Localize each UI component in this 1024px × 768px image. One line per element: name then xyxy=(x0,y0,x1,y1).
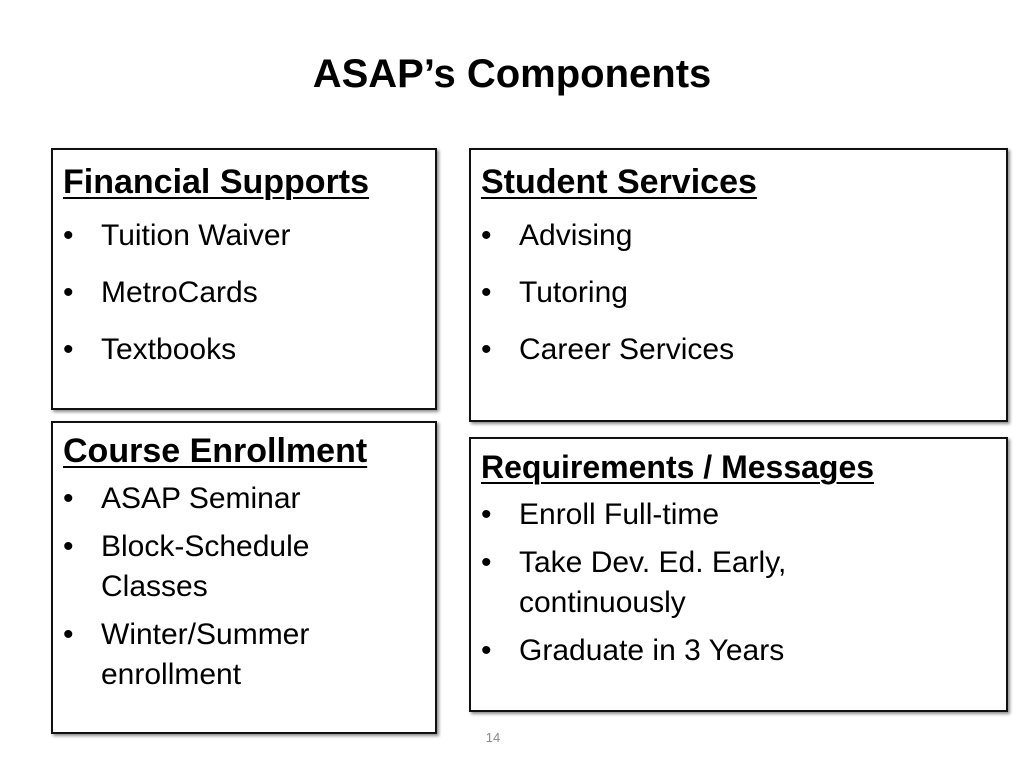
requirements-messages-list xyxy=(481,495,996,671)
student-services-heading: Student Services xyxy=(481,163,757,201)
student-services-box xyxy=(469,148,1008,422)
list-item: • Block-Schedule Classes xyxy=(63,527,351,607)
list-item: • Winter/Summer enrollment xyxy=(63,615,381,695)
course-enrollment-heading: Course Enrollment xyxy=(63,432,368,470)
page-number: 14 xyxy=(485,730,501,745)
slide-title: ASAP’s Components xyxy=(312,52,712,96)
list-item: • Tutoring xyxy=(481,273,996,313)
list-item: • Graduate in 3 Years xyxy=(481,631,996,671)
list-item: • MetroCards xyxy=(63,273,425,313)
list-item: • Enroll Full-time xyxy=(481,495,996,535)
list-item: • Tuition Waiver xyxy=(63,216,425,256)
course-enrollment-box xyxy=(51,421,437,734)
requirements-messages-heading: Requirements / Messages xyxy=(481,449,875,485)
financial-supports-box xyxy=(51,148,437,410)
list-item: • Career Services xyxy=(481,330,996,370)
financial-supports-list xyxy=(63,216,425,370)
student-services-list xyxy=(481,216,996,370)
list-item: • Take Dev. Ed. Early, continuously xyxy=(481,543,849,623)
list-item: • Advising xyxy=(481,216,996,256)
list-item: • Textbooks xyxy=(63,330,425,370)
course-enrollment-list xyxy=(63,479,373,695)
financial-supports-heading: Financial Supports xyxy=(63,163,370,201)
requirements-messages-box xyxy=(469,437,1008,712)
list-item: • ASAP Seminar xyxy=(63,479,373,519)
